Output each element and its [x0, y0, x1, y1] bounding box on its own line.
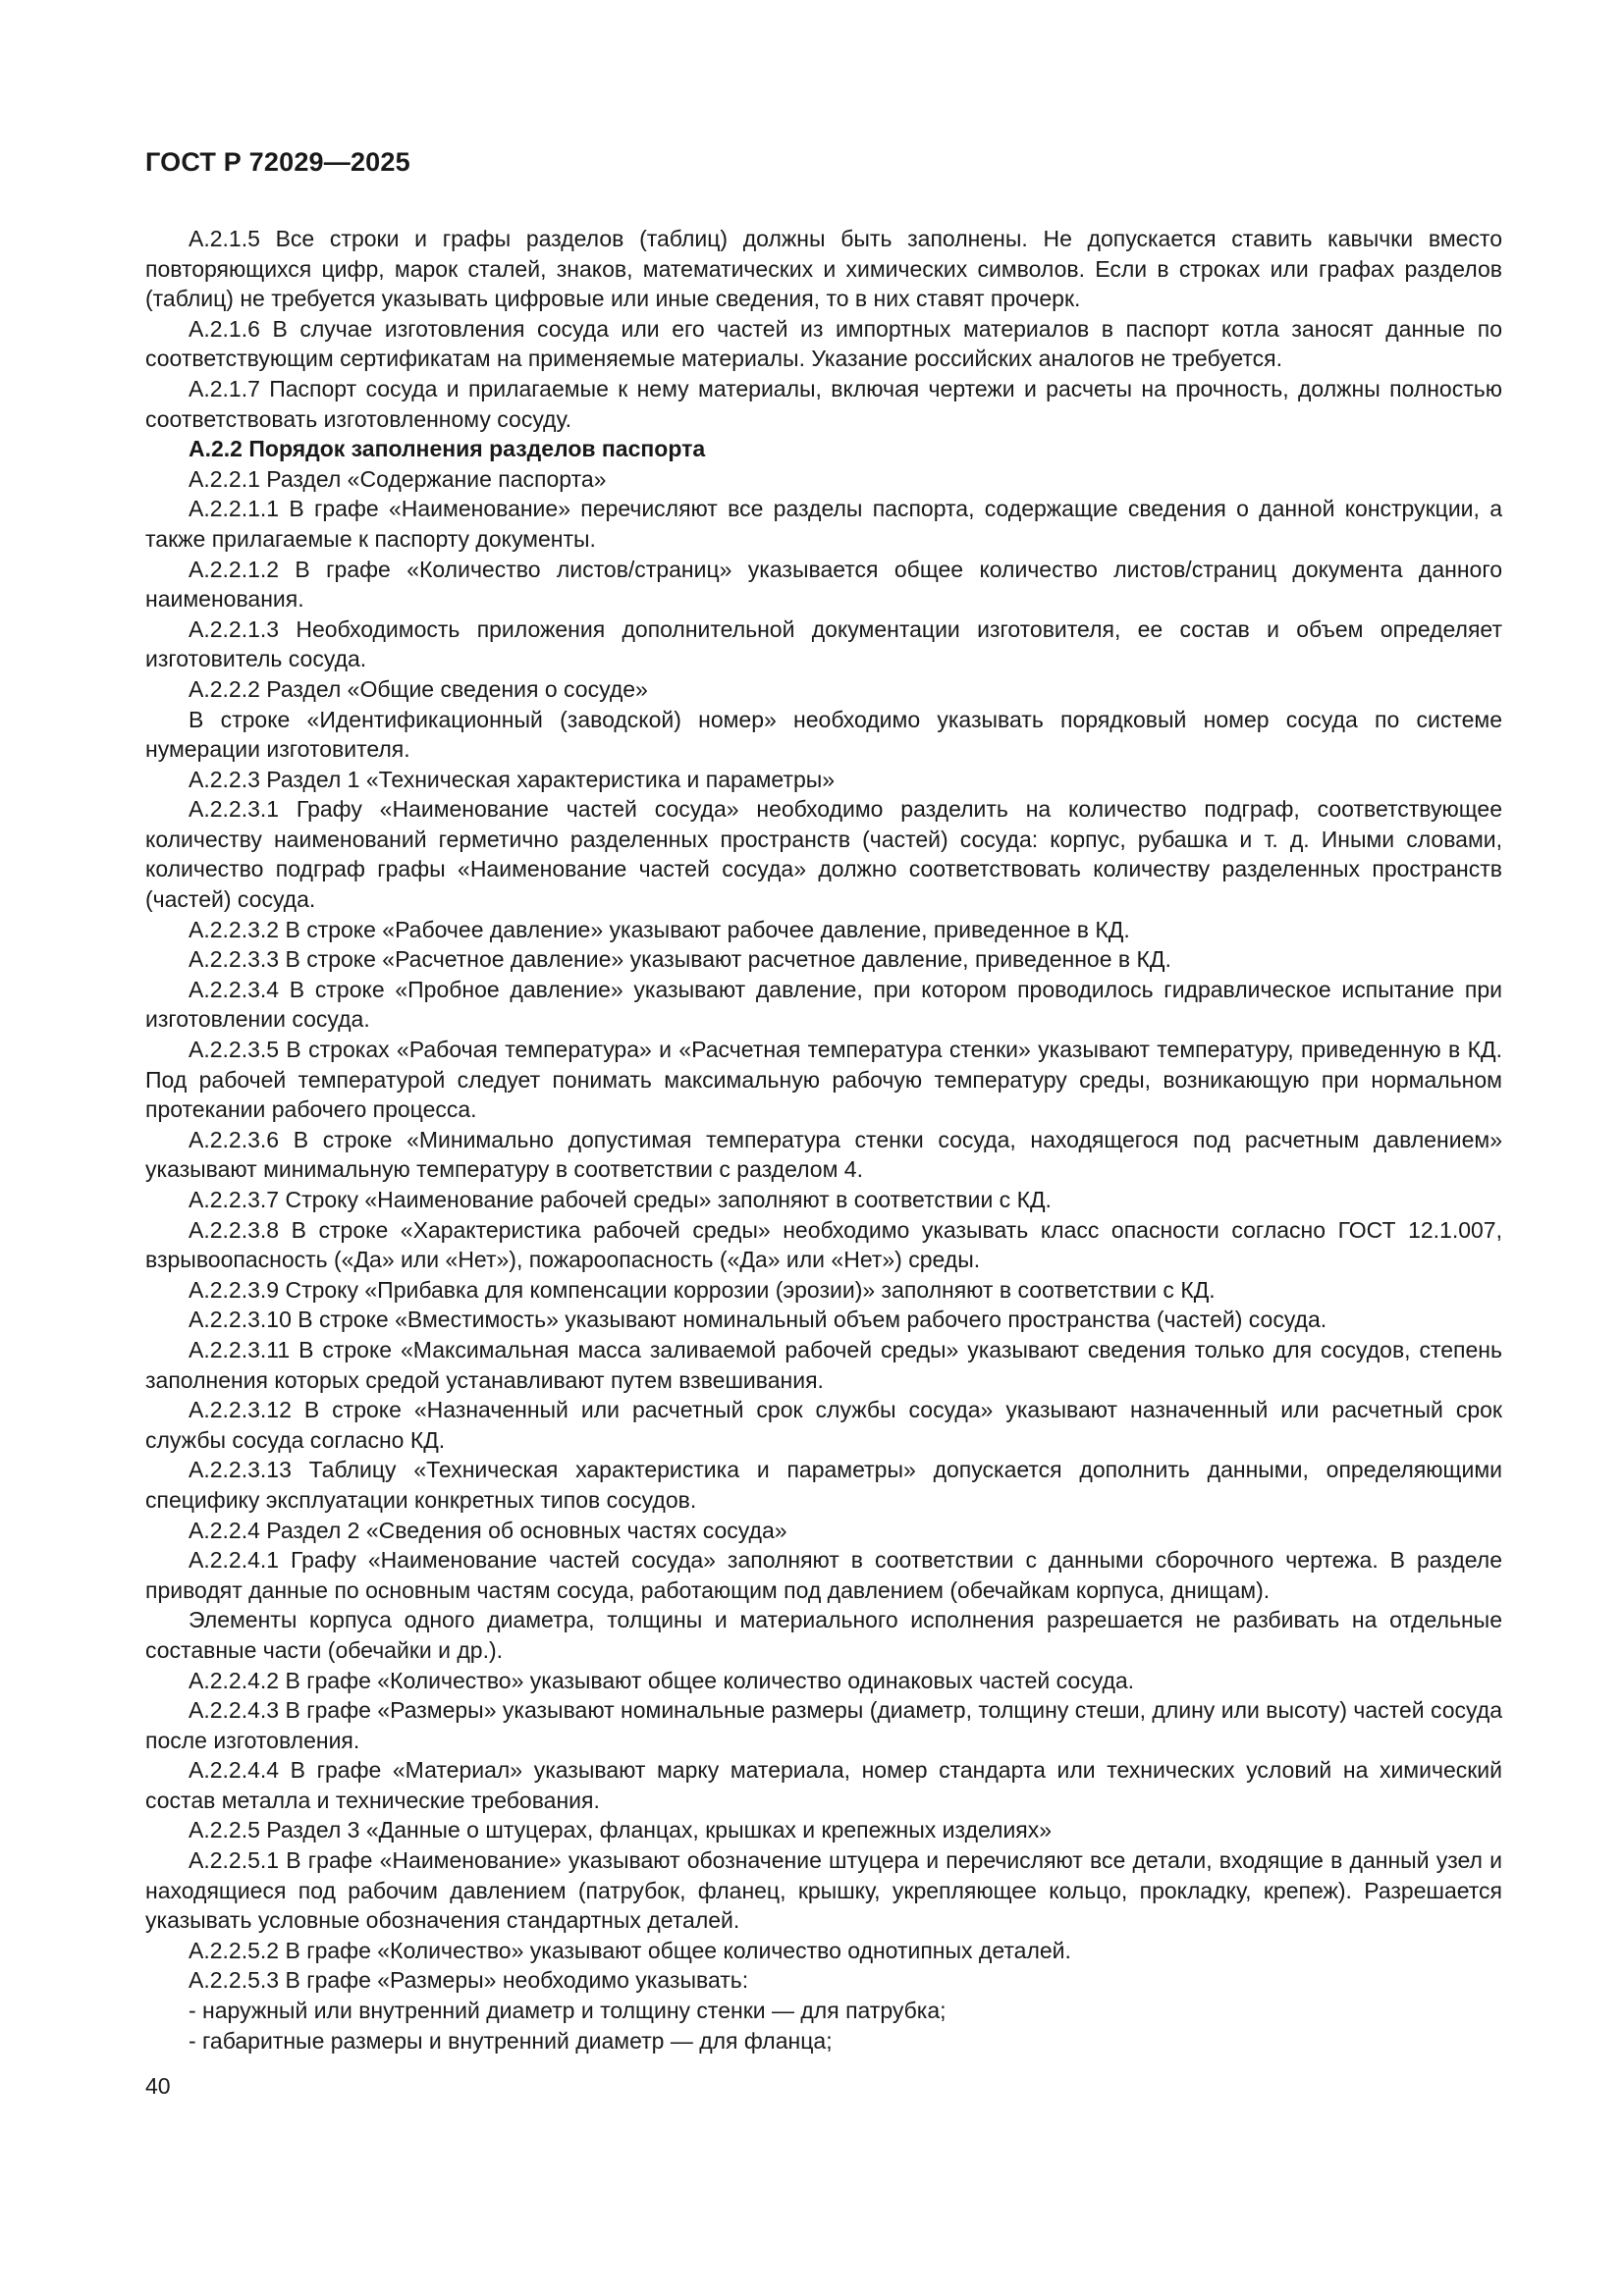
page-number: 40: [145, 2073, 171, 2099]
paragraph: А.2.2.3.4 В строке «Пробное давление» указывают давление, при котором проводилось гидравлическое испытание при изготовлении сосуда.: [145, 976, 1502, 1033]
paragraph: А.2.2.3.7 Строку «Наименование рабочей среды» заполняют в соответствии с КД.: [189, 1187, 1052, 1212]
paragraph: А.2.1.5 Все строки и графы разделов (таблиц) должны быть заполнены. Не допускается ставить кавычки вместо повторяющихся цифр, марок сталей, знаков, математических и химических символов. Если в строках или графах разделов (таблиц) не требуется указывать цифровые или иные сведения, то в них ставят прочерк.: [145, 226, 1502, 312]
paragraph: А.2.2.3.13 Таблицу «Техническая характеристика и параметры» допускается дополнить данными, определяющими специфику эксплуатации конкретных типов сосудов.: [145, 1457, 1502, 1513]
paragraph: А.2.2.3.6 В строке «Минимально допустимая температура стенки сосуда, находящегося под расчетным давлением» указывают минимальную температуру в соответствии с разделом 4.: [145, 1126, 1502, 1183]
list-item: - наружный или внутренний диаметр и толщину стенки — для патрубка;: [189, 1998, 947, 2024]
paragraph: А.2.2.5.1 В графе «Наименование» указывают обозначение штуцера и перечисляют все детали, входящие в данный узел и находящиеся под рабочим давлением (патрубок, фланец, крышку, укрепляющее кольцо, прокладку, крепеж). Разрешается указывать условные обозначения стандартных деталей.: [145, 1847, 1502, 1934]
paragraph: Элементы корпуса одного диаметра, толщины и материального исполнения разрешается не разбивать на отдельные составные части (обечайки и др.).: [145, 1607, 1502, 1663]
list-item: - габаритные размеры и внутренний диаметр — для фланца;: [189, 2027, 833, 2054]
paragraph: А.2.2.3.2 В строке «Рабочее давление» указывают рабочее давление, приведенное в КД.: [189, 916, 1130, 942]
standard-designation-header: ГОСТ Р 72029—2025: [145, 147, 410, 177]
paragraph: А.2.2.3.3 В строке «Расчетное давление» указывают расчетное давление, приведенное в КД.: [189, 946, 1171, 973]
paragraph: А.2.2.3 Раздел 1 «Техническая характеристика и параметры»: [189, 766, 836, 792]
paragraph: А.2.2.4 Раздел 2 «Сведения об основных частях сосуда»: [189, 1517, 787, 1543]
paragraph: А.2.1.7 Паспорт сосуда и прилагаемые к нему материалы, включая чертежи и расчеты на прочность, должны полностью соответствовать изготовленному сосуду.: [145, 375, 1502, 432]
paragraph: А.2.2.1.1 В графе «Наименование» перечисляют все разделы паспорта, содержащие сведения о данной конструкции, а также прилагаемые к паспорту документы.: [145, 496, 1502, 552]
paragraph: А.2.2.4.4 В графе «Материал» указывают марку материала, номер стандарта или технических условий на химический состав металла и технические требования.: [145, 1757, 1502, 1813]
paragraph: А.2.2.3.10 В строке «Вместимость» указывают номинальный объем рабочего пространства (частей) сосуда.: [189, 1307, 1327, 1333]
paragraph: А.2.2.1.2 В графе «Количество листов/страниц» указывается общее количество листов/страниц документа данного наименования.: [145, 556, 1502, 613]
paragraph: А.2.1.6 В случае изготовления сосуда или его частей из импортных материалов в паспорт котла заносят данные по соответствующим сертификатам на применяемые материалы. Указание российских аналогов не требуется.: [145, 315, 1502, 372]
paragraph: А.2.2.3.11 В строке «Максимальная масса заливаемой рабочей среды» указывают сведения только для сосудов, степень заполнения которых средой устанавливают путем взвешивания.: [145, 1336, 1502, 1393]
paragraph: А.2.2.1.3 Необходимость приложения дополнительной документации изготовителя, ее состав и объем определяет изготовитель сосуда.: [145, 615, 1502, 672]
paragraph: А.2.2.3.8 В строке «Характеристика рабочей среды» необходимо указывать класс опасности согласно ГОСТ 12.1.007, взрывоопасность («Да» или «Нет»), пожароопасность («Да» или «Нет») среды.: [145, 1216, 1502, 1273]
paragraph: А.2.2.3.1 Графу «Наименование частей сосуда» необходимо разделить на количество подграф, соответствующее количеству наименований герметично разделенных пространств (частей) сосуда: корпус, рубашка и т. д. Иными словами, количество подграф графы «Наименование частей сосуда» должно соответствовать количеству разделенных пространств (частей) сосуда.: [145, 796, 1502, 913]
paragraph: А.2.2.4.2 В графе «Количество» указывают общее количество одинаковых частей сосуда.: [189, 1667, 1135, 1693]
section-heading: А.2.2 Порядок заполнения разделов паспорта: [189, 436, 706, 462]
paragraph: А.2.2.5.3 В графе «Размеры» необходимо указывать:: [189, 1967, 749, 1994]
paragraph: А.2.2.5.2 В графе «Количество» указывают общее количество однотипных деталей.: [189, 1937, 1071, 1963]
paragraph: А.2.2.4.3 В графе «Размеры» указывают номинальные размеры (диаметр, толщину стеши, длину или высоту) частей сосуда после изготовления.: [145, 1697, 1502, 1753]
paragraph: А.2.2.1 Раздел «Содержание паспорта»: [189, 465, 607, 492]
paragraph: А.2.2.2 Раздел «Общие сведения о сосуде»: [189, 675, 648, 702]
document-body: [145, 224, 1502, 2056]
paragraph: В строке «Идентификационный (заводской) номер» необходимо указывать порядковый номер сосуда по системе нумерации изготовителя.: [145, 706, 1502, 763]
paragraph: А.2.2.3.9 Строку «Прибавка для компенсации коррозии (эрозии)» заполняют в соответствии с КД.: [189, 1276, 1216, 1303]
paragraph: А.2.2.5 Раздел 3 «Данные о штуцерах, фланцах, крышках и крепежных изделиях»: [189, 1817, 1053, 1843]
paragraph: А.2.2.3.12 В строке «Назначенный или расчетный срок службы сосуда» указывают назначенный или расчетный срок службы сосуда согласно КД.: [145, 1397, 1502, 1453]
paragraph: А.2.2.4.1 Графу «Наименование частей сосуда» заполняют в соответствии с данными сборочного чертежа. В разделе приводят данные по основным частям сосуда, работающим под давлением (обечайкам корпуса, днищам).: [145, 1547, 1502, 1603]
paragraph: А.2.2.3.5 В строках «Рабочая температура» и «Расчетная температура стенки» указывают температуру, приведенную в КД. Под рабочей температурой следует понимать максимальную рабочую температуру среды, возникающую при нормальном протекании рабочего процесса.: [145, 1037, 1502, 1123]
